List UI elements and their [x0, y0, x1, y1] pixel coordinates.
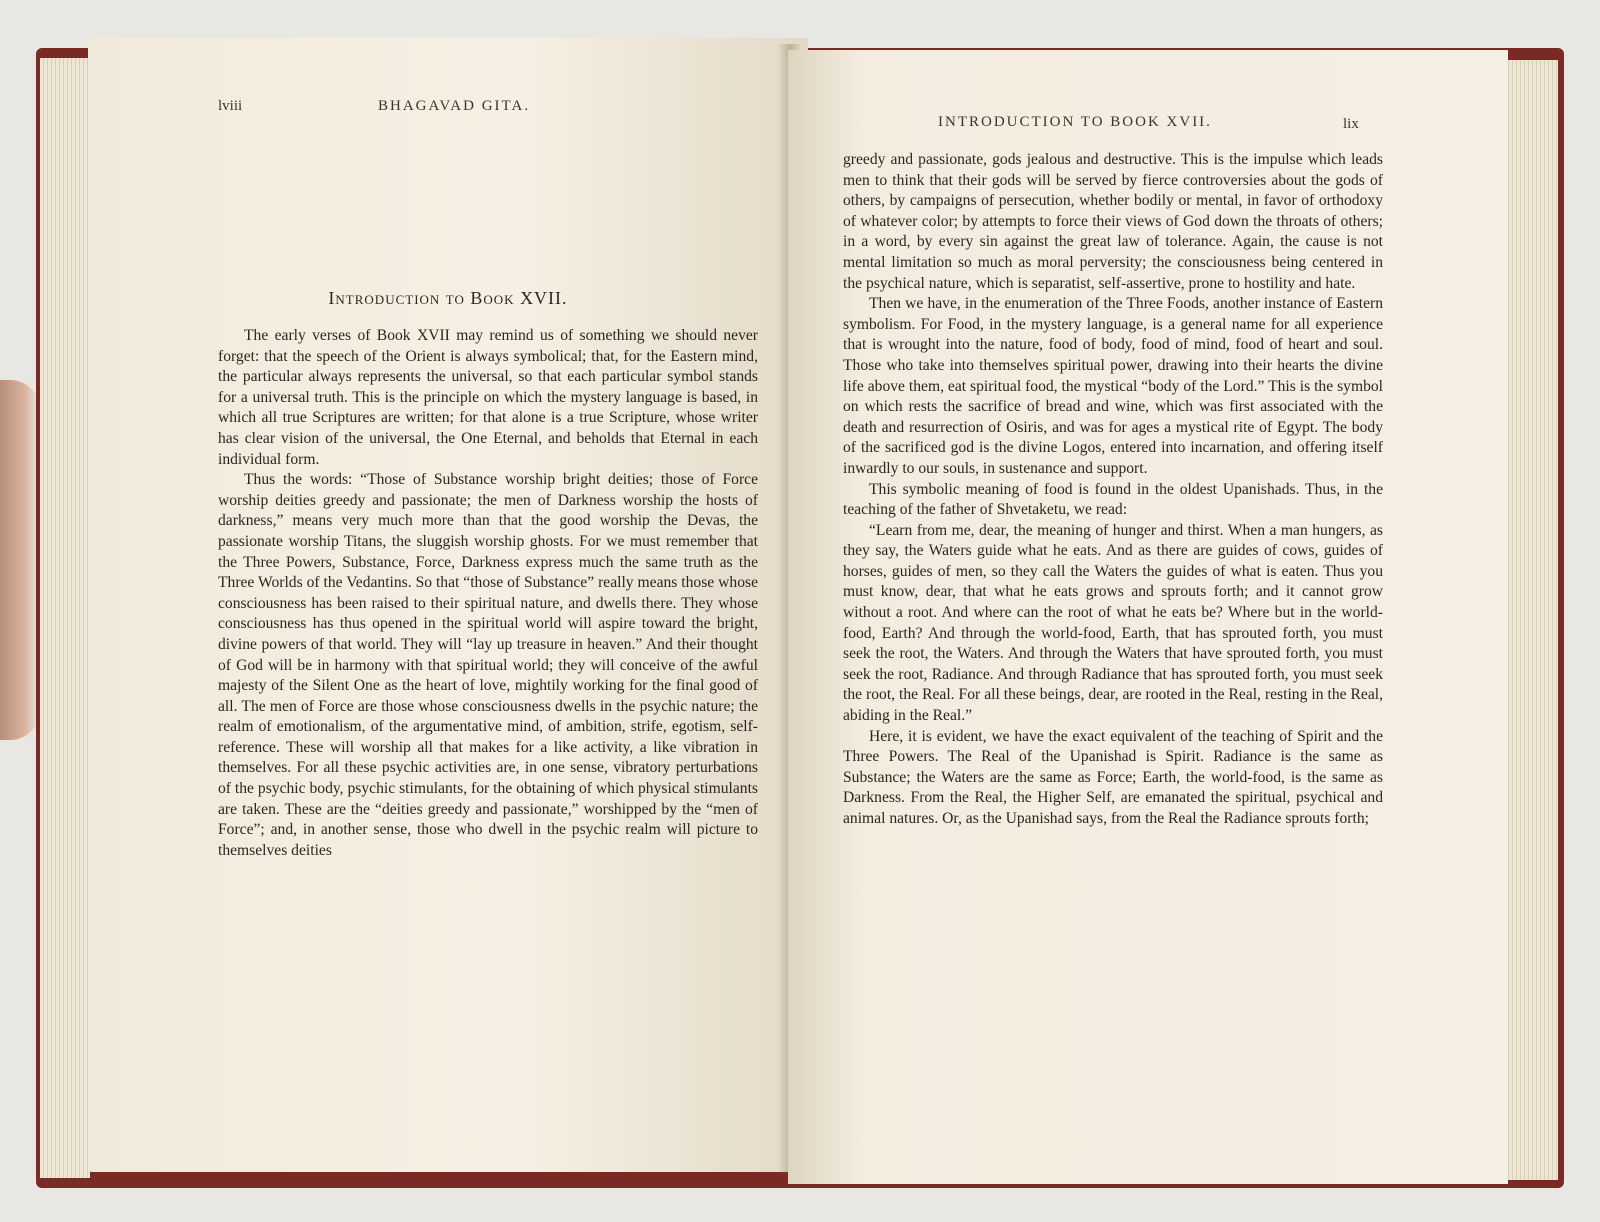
right-running-head: INTRODUCTION TO BOOK XVII.: [938, 114, 1212, 130]
paragraph: The early verses of Book XVII may remind us of something we should never forget: that the speech of the Orient is always symbolical; that, for the Eastern mind, the particular always represents the universal, so that each particular symbol stands for a universal truth. This is the principle on which the mystery language is based, in which all true Scriptures are written; for that alone is a true Scripture, whose writer has clear vision of the universal, the One Eternal, and beholds that Eternal in each individual form.: [218, 327, 758, 468]
paragraph: Here, it is evident, we have the exact equivalent of the teaching of Spirit and the Three Powers. The Real of the Upanishad is Spirit. Radiance is the same as Substance; the Waters are the same as Force; Earth, the world-food, is the same as Darkness. From the Real, the Higher Self, are emanated the spiritual, psychical and animal natures. Or, as the Upanishad says, from the Real the Radiance sprouts forth;: [843, 727, 1383, 827]
paragraph: This symbolic meaning of food is found in the oldest Upanishads. Thus, in the teaching of the father of Shvetaketu, we read:: [843, 480, 1383, 519]
left-page-number: lviii: [218, 98, 243, 114]
paragraph: greedy and passionate, gods jealous and destructive. This is the impulse which leads men to think that their gods will be served by fierce controversies about the gods of others, by campaigns of persecution, whether bodily or mental, in favor of orthodoxy of whatever color; by attempts to force their views of God down the throats of others; in a word, by every sin against the great law of tolerance. Again, the cause is not mental limitation so much as moral perversity; the consciousness being centered in the psychical nature, which is separatist, self-assertive, prone to hostility and hate.: [843, 151, 1383, 292]
left-page-edges: [40, 58, 90, 1178]
right-page-text: [843, 150, 1383, 830]
quotation-paragraph: “Learn from me, dear, the meaning of hunger and thirst. When a man hungers, as they say, the Waters guide what he eats. And as there are guides of cows, guides of horses, guides of men, so they call the Waters the guides of what is eaten. Thus you must know, dear, that what he eats grows and sprouts forth; and it cannot grow without a root. And where can the root of what he eats be? Where but in the world-food, Earth? And through the world-food, Earth, that has sprouted forth, you must seek the root, the Waters. And through the Waters that have sprouted forth, you must seek the root, Radiance. And through Radiance that has sprouted forth, you must seek the root, the Real. For all these beings, dear, are rooted in the Real, resting in the Real, abiding in the Real.”: [843, 521, 1383, 725]
paragraph: Then we have, in the enumeration of the Three Foods, another instance of Eastern symbolism. For Food, in the mystery language, is a general name for all experience that is wrought into the nature, food of body, food of mind, food of heart and soul. Those who take into themselves spiritual power, drawing into their hearts the divine life above them, eat spiritual food, the mystical “body of the Lord.” This is the symbol on which rests the sacrifice of bread and wine, which was first associated with the death and resurrection of Osiris, and was for ages a mystical rite of Egypt. The body of the sacrificed god is the divine Logos, entered into incarnation, and offering itself inwardly to our souls, in sustenance and support.: [843, 295, 1383, 477]
paragraph: Thus the words: “Those of Substance worship bright deities; those of Force worship deities greedy and passionate; the men of Darkness worship the hosts of darkness,” means very much more than that the good worship the Devas, the passionate worship Titans, the sluggish worship ghosts. For we must remember that the Three Powers, Substance, Force, Darkness express much the same truth as the Three Worlds of the Vedantins. So that “those of Substance” really means those whose consciousness has been raised to their spiritual nature, and dwells there. They whose consciousness has thus opened in the spiritual world will aspire toward the bright, divine powers of that world. They will “lay up treasure in heaven.” And their thought of God will be in harmony with that spiritual world; they will conceive of the awful majesty of the Silent One as the heart of love, mightily working for the final good of all. The men of Force are those whose consciousness dwells in the psychic nature; the realm of emotionalism, of the argumentative mind, of ambition, strife, egotism, self-reference. These will worship all that makes for a like activity, a like vibration in themselves. For all these psychic activities are, in one sense, vibratory perturbations of the psychic body, psychic stimulants, for the obtaining of which physical stimulants are taken. These are the “deities greedy and passionate,” worshipped by the “men of Force”; and, in another sense, those who dwell in the psychic realm will picture to themselves deities: [218, 471, 758, 859]
right-page: [788, 50, 1508, 1184]
left-page-text: [218, 326, 758, 861]
left-page: [88, 38, 808, 1172]
open-book: [36, 38, 1564, 1188]
right-page-number: lix: [1343, 116, 1359, 132]
hand-holding-book: [0, 380, 40, 740]
left-running-head: BHAGAVAD GITA.: [378, 98, 531, 114]
section-title: Introduction to Book XVII.: [328, 288, 568, 308]
